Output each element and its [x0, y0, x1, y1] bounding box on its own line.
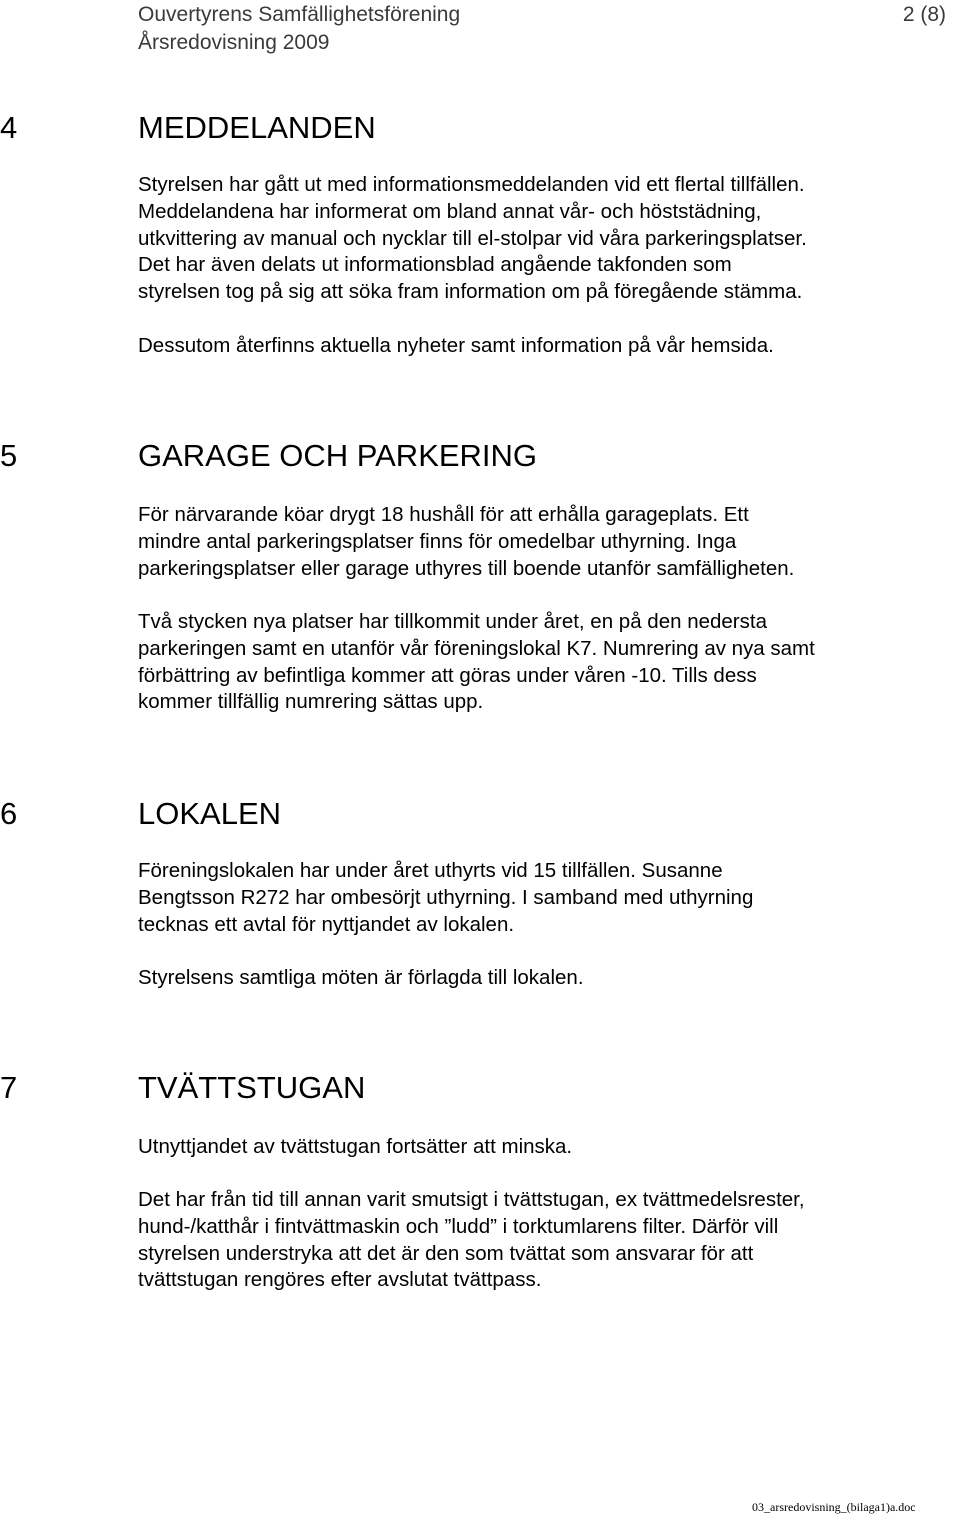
text-line: kommer tillfällig numrering sättas upp.: [138, 690, 484, 714]
section-heading: LOKALEN: [138, 796, 282, 831]
text-line: Utnyttjandet av tvättstugan fortsätter att minska.: [138, 1135, 573, 1158]
paragraph: [138, 1134, 938, 1161]
text-line: Styrelsens samtliga möten är förlagda till lokalen.: [138, 966, 584, 989]
paragraph: [138, 858, 938, 938]
text-line: Meddelandena har informerat om bland annat vår- och höststädning,: [138, 199, 762, 223]
section-heading: GARAGE OCH PARKERING: [138, 438, 538, 473]
text-line: Bengtsson R272 har ombesörjt uthyrning. I samband med uthyrning: [138, 885, 754, 909]
section-number: 6: [0, 796, 18, 831]
paragraph: [138, 965, 938, 992]
text-line: För närvarande köar drygt 18 hushåll för att erhålla garageplats. Ett: [138, 503, 749, 526]
paragraph: [138, 502, 938, 582]
text-line: Styrelsen har gått ut med informationsmeddelanden vid ett flertal tillfällen.: [138, 173, 805, 196]
text-line: parkeringen samt en utanför vår föreningslokal K7. Numrering av nya samt: [138, 636, 815, 660]
paragraph: [138, 172, 938, 306]
text-line: förbättring av befintliga kommer att göras under våren -10. Tills dess: [138, 663, 757, 687]
paragraph: [138, 1187, 938, 1294]
section-heading: MEDDELANDEN: [138, 110, 376, 145]
section-number: 7: [0, 1070, 18, 1105]
text-line: utkvittering av manual och nycklar till el-stolpar vid våra parkeringsplatser.: [138, 226, 807, 250]
text-line: mindre antal parkeringsplatser finns för omedelbar uthyrning. Inga: [138, 529, 737, 553]
text-line: Det har även delats ut informationsblad angående takfonden som: [138, 253, 732, 277]
text-line: tvättstugan rengöres efter avslutat tvättpass.: [138, 1268, 542, 1292]
text-line: styrelsen tog på sig att söka fram information om på föregående stämma.: [138, 280, 803, 304]
text-line: Det har från tid till annan varit smutsigt i tvättstugan, ex tvättmedelsrester,: [138, 1188, 805, 1211]
text-line: Två stycken nya platser har tillkommit under året, en på den nedersta: [138, 610, 767, 633]
section-number: 4: [0, 110, 18, 145]
footer-filename: 03_arsredovisning_(bilaga1)a.doc: [752, 1500, 916, 1514]
paragraph: [138, 333, 938, 360]
section-number: 5: [0, 438, 18, 473]
text-line: tecknas ett avtal för nyttjandet av lokalen.: [138, 912, 515, 936]
text-line: hund-/katthår i fintvättmaskin och ”ludd” i torktumlarens filter. Därför vill: [138, 1214, 779, 1238]
page-number: 2 (8): [902, 3, 946, 26]
header-organization: Ouvertyrens Samfällighetsförening: [138, 3, 461, 26]
text-line: parkeringsplatser eller garage uthyres till boende utanför samfälligheten.: [138, 556, 795, 580]
text-line: Dessutom återfinns aktuella nyheter samt information på vår hemsida.: [138, 334, 774, 357]
header-report-title: Årsredovisning 2009: [138, 31, 330, 54]
text-line: styrelsen understryka att det är den som tvättat som ansvarar för att: [138, 1241, 754, 1265]
text-line: Föreningslokalen har under året uthyrts vid 15 tillfällen. Susanne: [138, 859, 723, 882]
paragraph: [138, 609, 938, 716]
section-heading: TVÄTTSTUGAN: [138, 1070, 366, 1105]
